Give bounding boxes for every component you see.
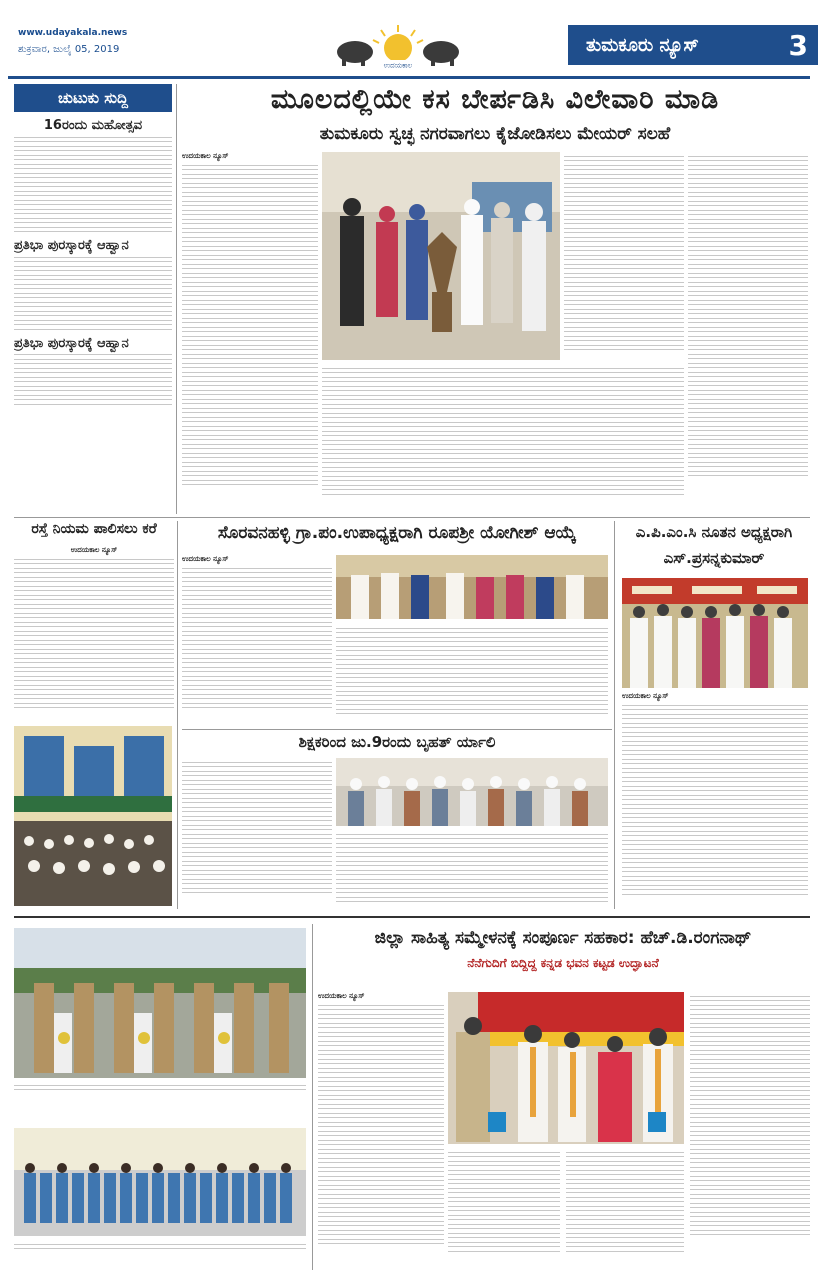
apmc-text: [622, 692, 808, 910]
police-photo-graphic: [14, 928, 306, 1078]
students-photo: [14, 1128, 306, 1236]
students-photo-graphic: [14, 1128, 306, 1236]
udayakala-logo: [333, 22, 463, 70]
sahitya-photo: [448, 992, 684, 1144]
police-photo: [14, 928, 306, 1078]
lead-photo-graphic: [322, 152, 560, 360]
apmc-photo-graphic: [622, 578, 808, 688]
sahitya-headline: ಜಿಲ್ಲಾ ಸಾಹಿತ್ಯ ಸಮ್ಮೇಳನಕ್ಕೆ ಸಂಪೂರ್ಣ ಸಹಕಾರ: ಹೆಚ್.ಡಿ.ರಂಗನಾಥ್: [374, 928, 752, 948]
apmc-photo: [622, 578, 808, 688]
road-text: [14, 546, 174, 720]
apmc-byline: ಉದಯಕಾಲ ನ್ಯೂಸ್: [622, 692, 669, 700]
svg-text:ಉದಯಕಾಲ: ಉದಯಕಾಲ: [383, 61, 413, 70]
lead-headline: ಮೂಲದಲ್ಲಿಯೇ ಕಸ ಬೇರ್ಪಡಿಸಿ ವಿಲೇವಾರಿ ಮಾಡಿ: [270, 84, 720, 115]
teachers-text-1: [182, 758, 332, 908]
sahitya-text-1: [318, 992, 444, 1268]
brief-title-3: ಪ್ರತಿಭಾ ಪುರಸ್ಕಾರಕ್ಕೆ ಆಹ್ವಾನ: [14, 335, 129, 351]
teachers-headline: ಶಿಕ್ಷಕರಿಂದ ಜು.9ರಂದು ಬೃಹತ್ ರ್ಯಾಲಿ: [298, 733, 496, 751]
briefs-box-title: ಚುಟುಕು ಸುದ್ದಿ: [14, 84, 172, 112]
column-divider: [614, 521, 615, 909]
page-number: 3: [788, 29, 808, 62]
soravanahalli-byline: ಉದಯಕಾಲ ನ್ಯೂಸ್: [182, 555, 229, 563]
lead-byline: ಉದಯಕಾಲ ನ್ಯೂಸ್: [182, 152, 229, 160]
briefs-column: [14, 84, 172, 514]
soravanahalli-photo-graphic: [336, 555, 608, 619]
sahitya-photo-graphic: [448, 992, 684, 1144]
lead-text-lower: [322, 364, 684, 514]
teachers-photo-graphic: [336, 758, 608, 826]
brief-body-2: [14, 257, 172, 330]
sahitya-byline: ಉದಯಕಾಲ ನ್ಯೂಸ್: [318, 992, 365, 1000]
lead-photo: [322, 152, 560, 360]
soravanahalli-text-1: [182, 555, 332, 725]
road-photo-graphic: [14, 726, 172, 906]
lead-text-col-1: [182, 152, 318, 512]
soravanahalli-text-2: [336, 624, 608, 726]
brief-title-1: 16ರಂದು ಮಹೋತ್ಸವ: [43, 118, 143, 133]
brief-title-2: ಪ್ರತಿಭಾ ಪುರಸ್ಕಾರಕ್ಕೆ ಆಹ್ವಾನ: [14, 238, 129, 253]
teachers-text-2: [336, 830, 608, 910]
road-byline: ಉದಯಕಾಲ ನ್ಯೂಸ್: [70, 546, 118, 554]
header-divider: [8, 76, 810, 79]
issue-date: ಶುಕ್ರವಾರ, ಜುಲೈ 05, 2019: [18, 44, 120, 55]
sahitya-text-4: [690, 992, 810, 1268]
section-divider-1: [14, 517, 810, 518]
apmc-headline-2: ಎಸ್.ಪ್ರಸನ್ನಕುಮಾರ್: [663, 549, 765, 567]
brief-body-3: [14, 354, 172, 405]
column-divider: [312, 924, 313, 1270]
soravanahalli-headline: ಸೊರವನಹಳ್ಳಿ ಗ್ರಾ.ಪಂ.ಉಪಾಧ್ಯಕ್ಷರಾಗಿ ರೂಪಶ್ರೀ ಯೋಗೀಶ್ ಆಯ್ಕೆ: [217, 523, 577, 543]
section-name: ತುಮಕೂರು ನ್ಯೂಸ್: [586, 35, 699, 56]
sahitya-text-3: [566, 1148, 684, 1268]
apmc-headline-1: ಎ.ಪಿ.ಎಂ.ಸಿ ನೂತನ ಅಧ್ಯಕ್ಷರಾಗಿ: [635, 523, 793, 541]
lead-subhead: ತುಮಕೂರು ಸ್ವಚ್ಛ ನಗರವಾಗಲು ಕೈಜೋಡಿಸಲು ಮೇಯರ್ ಸಲಹೆ: [319, 124, 671, 144]
column-divider: [177, 521, 178, 909]
section-divider-2: [182, 729, 612, 730]
page-header: [8, 22, 810, 72]
students-caption: [14, 1240, 306, 1268]
road-photo: [14, 726, 172, 906]
lead-text-col-4: [688, 152, 808, 514]
site-url[interactable]: www.udayakala.news: [18, 28, 128, 38]
soravanahalli-photo: [336, 555, 608, 619]
teachers-photo: [336, 758, 608, 826]
sahitya-subhead: ನೆನೆಗುದಿಗೆ ಬಿದ್ದಿದ್ದ ಕನ್ನಡ ಭವನ ಕಟ್ಟಡ ಉದ್ಘಾಟನೆ: [467, 956, 659, 970]
brief-body-1: [14, 137, 172, 233]
section-tab: [568, 25, 818, 65]
sahitya-text-2: [448, 1148, 560, 1268]
police-caption: [14, 1081, 306, 1111]
road-headline: ರಸ್ತೆ ನಿಯಮ ಪಾಲಿಸಲು ಕರೆ: [31, 521, 157, 537]
section-divider-3: [14, 916, 810, 918]
lead-text-col-3: [564, 152, 684, 372]
column-divider: [176, 84, 177, 514]
